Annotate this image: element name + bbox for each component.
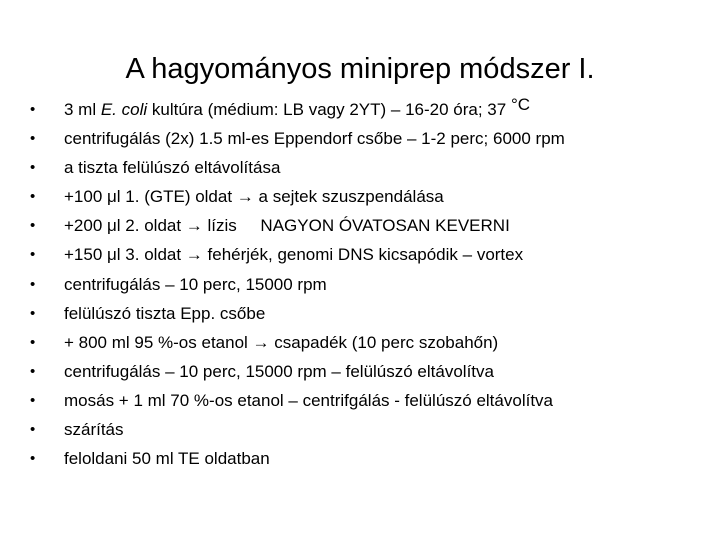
item-text: +200 μl 2. oldat → lízis NAGYON ÓVATOSAN KEVERNI	[64, 216, 510, 236]
list-item	[30, 214, 710, 243]
list-item	[30, 389, 710, 418]
item-text: +100 μl 1. (GTE) oldat → a sejtek szuszpendálása	[64, 187, 444, 207]
item-text: + 800 ml 95 %-os etanol → csapadék (10 perc szobahőn)	[64, 332, 499, 352]
bullet-icon: •	[30, 333, 36, 351]
bullet-icon: •	[30, 246, 36, 264]
slide-title: A hagyományos miniprep módszer I.	[125, 53, 595, 85]
bullet-icon: •	[30, 450, 36, 468]
item-text: centrifugálás (2x) 1.5 ml-es Eppendorf csőbe – 1-2 perc; 6000 rpm	[64, 129, 565, 149]
list-item	[30, 331, 710, 360]
list-item	[30, 302, 710, 331]
item-text: feloldani 50 ml TE oldatban	[64, 449, 270, 469]
list-item	[30, 95, 710, 127]
list-item	[30, 273, 710, 302]
item-text: mosás + 1 ml 70 %-os etanol – centrifgálás - felülúszó eltávolítva	[64, 390, 553, 410]
list-item	[30, 360, 710, 389]
item-text: szárítás	[64, 420, 124, 440]
bullet-icon: •	[30, 391, 36, 409]
bullet-icon: •	[30, 130, 36, 148]
bullet-icon: •	[30, 217, 36, 235]
item-text: +150 μl 3. oldat → fehérjék, genomi DNS kicsapódik – vortex	[64, 245, 524, 265]
item-text: a tiszta felülúszó eltávolítása	[64, 158, 281, 178]
list-item	[30, 243, 710, 272]
bullet-list	[30, 95, 710, 476]
item-text-raised: °C	[510, 95, 531, 114]
bullet-icon: •	[30, 188, 36, 206]
list-item	[30, 418, 710, 447]
item-text: centrifugálás – 10 perc, 15000 rpm – felülúszó eltávolítva	[64, 361, 494, 381]
list-item	[30, 185, 710, 214]
item-text: centrifugálás – 10 perc, 15000 rpm	[64, 274, 327, 294]
list-item	[30, 156, 710, 185]
item-text-italic: E. coli	[100, 100, 148, 119]
bullet-icon: •	[30, 304, 36, 322]
list-item	[30, 447, 710, 476]
item-text: 3 ml	[64, 100, 101, 119]
list-item	[30, 127, 710, 156]
bullet-icon: •	[30, 362, 36, 380]
bullet-icon: •	[30, 101, 36, 118]
item-text: felülúszó tiszta Epp. csőbe	[64, 303, 266, 323]
bullet-icon: •	[30, 159, 36, 177]
bullet-icon: •	[30, 275, 36, 293]
item-text: kultúra (médium: LB vagy 2YT) – 16-20 óra; 37	[147, 100, 511, 119]
bullet-icon: •	[30, 421, 36, 439]
